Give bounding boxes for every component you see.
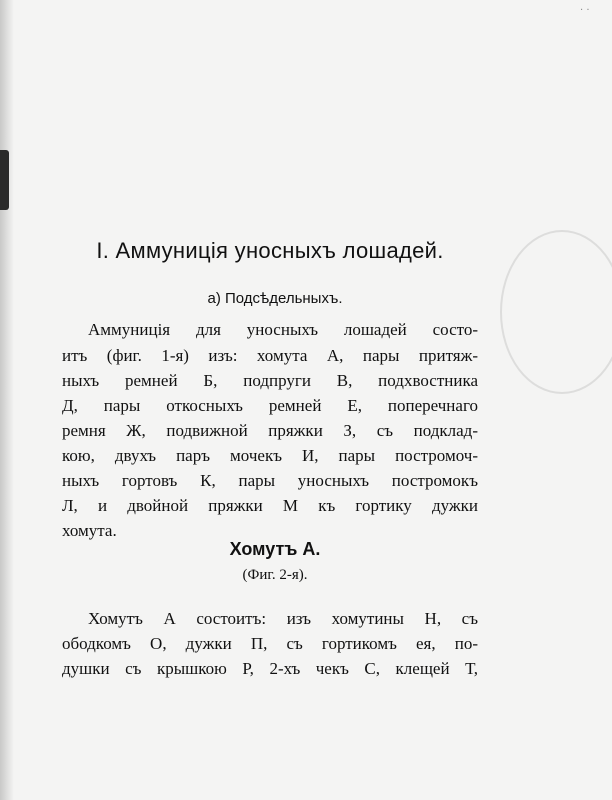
paragraph1-line: кою, двухъ паръ мочекъ И, пары постромоч- — [62, 446, 478, 465]
binding-shadow — [0, 0, 14, 800]
paragraph1-line: Аммуниція для уносныхъ лошадей состо- — [88, 320, 478, 339]
corner-dots: · · — [580, 5, 590, 16]
paragraph1-line: ныхъ гортовъ К, пары уносныхъ постромокъ — [62, 471, 478, 490]
paragraph1-line: ремня Ж, подвижной пряжки З, съ подклад- — [62, 421, 478, 440]
paragraph1-line: хомута. — [62, 521, 117, 540]
paragraph1-line: Д, пары откосныхъ ремней Е, поперечнаго — [62, 396, 478, 415]
paragraph2-line: душки съ крышкою Р, 2-хъ чекъ С, клещей Т, — [62, 659, 478, 678]
paragraph1-line: итъ (фиг. 1-я) изъ: хомута А, пары притяж- — [62, 346, 478, 365]
paragraph1-line: Л, и двойной пряжки М къ гортику дужки — [62, 496, 478, 515]
paragraph2-line: ободкомъ О, дужки П, съ гортикомъ ея, по- — [62, 634, 478, 653]
stamp-bleed-through — [500, 230, 612, 394]
figure-caption: (Фиг. 2-я). — [242, 567, 308, 583]
page-title: I. Аммуниція уносныхъ лошадей. — [96, 238, 444, 263]
paragraph2-line: Хомутъ А состоитъ: изъ хомутины Н, съ — [88, 609, 478, 628]
page-subtitle: а) Подсѣдельныхъ. — [207, 290, 343, 307]
paragraph1-line: ныхъ ремней Б, подпруги В, подхвостника — [62, 371, 478, 390]
binding-tab — [0, 150, 9, 210]
section-heading: Хомутъ А. — [229, 539, 321, 559]
